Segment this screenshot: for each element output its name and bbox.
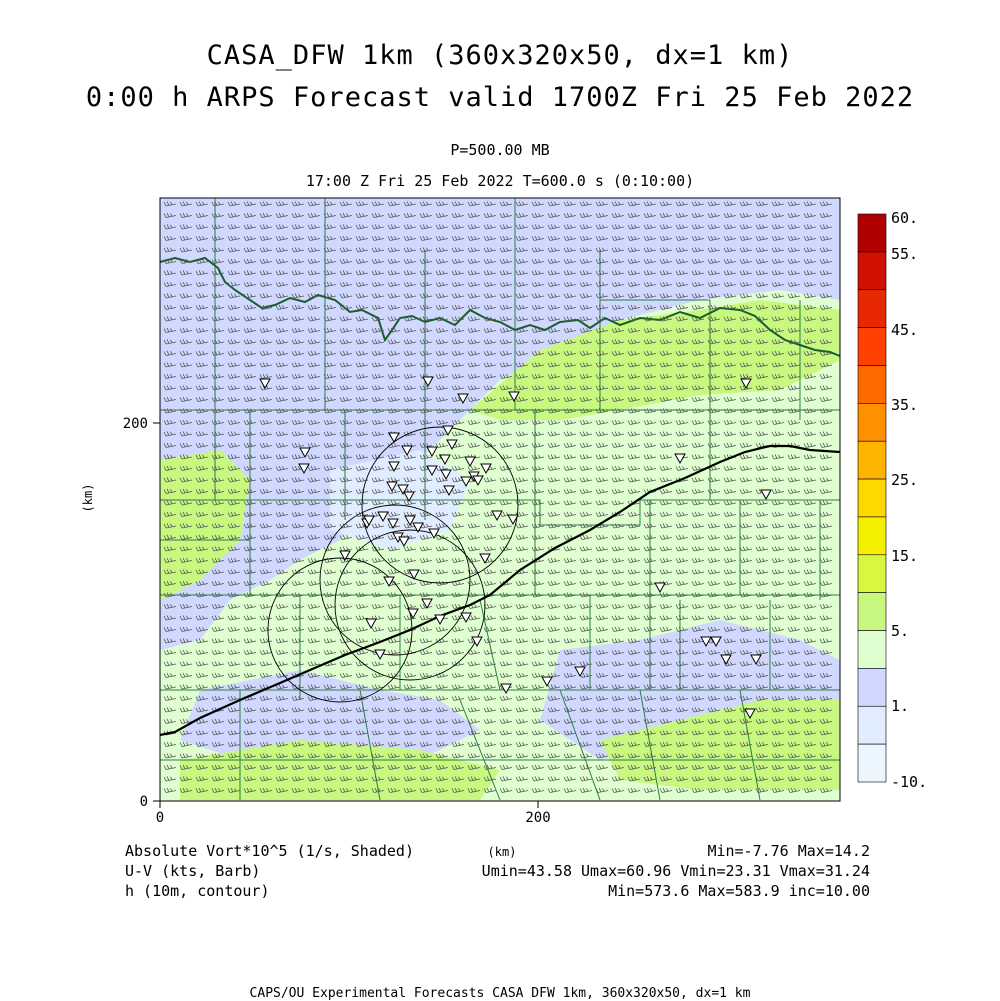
x-axis-unit: (km) xyxy=(487,845,517,859)
colorbar-swatch xyxy=(858,252,886,290)
colorbar-label: 5. xyxy=(891,622,910,640)
colorbar-swatch xyxy=(858,593,886,631)
y-axis-unit: (km) xyxy=(81,483,95,513)
pressure-level: P=500.00 MB xyxy=(450,141,550,159)
colorbar-label: 60. xyxy=(891,209,919,227)
footer-credit: CAPS/OU Experimental Forecasts CASA DFW 1km, 360x320x50, dx=1 km xyxy=(249,986,751,1001)
x-tick-0: 0 xyxy=(155,810,165,826)
legend-field-wind: U-V (kts, Barb) xyxy=(125,862,261,880)
y-tick-200: 200 xyxy=(122,416,148,432)
x-tick-200: 200 xyxy=(525,810,551,826)
legend-stats-wind: Umin=43.58 Umax=60.96 Vmin=23.31 Vmax=31.24 xyxy=(481,862,870,880)
colorbar-label: 15. xyxy=(891,547,919,565)
colorbar-swatch xyxy=(858,365,886,403)
colorbar xyxy=(858,209,927,791)
valid-time: 17:00 Z Fri 25 Feb 2022 T=600.0 s (0:10:00) xyxy=(305,172,695,190)
colorbar-label: 1. xyxy=(891,697,910,715)
colorbar-swatch xyxy=(858,403,886,441)
title-line-2: 0:00 h ARPS Forecast valid 1700Z Fri 25 Feb 2022 xyxy=(85,82,915,113)
legend-stats-vorticity: Min=-7.76 Max=14.2 xyxy=(707,842,870,860)
colorbar-swatch xyxy=(858,668,886,706)
colorbar-swatch xyxy=(858,328,886,366)
colorbar-swatch xyxy=(858,214,886,252)
colorbar-label: 55. xyxy=(891,245,919,263)
colorbar-swatch xyxy=(858,517,886,555)
colorbar-swatch xyxy=(858,744,886,782)
colorbar-swatch xyxy=(858,441,886,479)
colorbar-swatch xyxy=(858,706,886,744)
colorbar-swatch xyxy=(858,290,886,328)
colorbar-label: 35. xyxy=(891,396,919,414)
title-line-1: CASA_DFW 1km (360x320x50, dx=1 km) xyxy=(206,40,794,71)
y-tick-0: 0 xyxy=(139,794,148,810)
legend-stats-height: Min=573.6 Max=583.9 inc=10.00 xyxy=(608,882,870,900)
legend-field-vorticity: Absolute Vort*10^5 (1/s, Shaded) xyxy=(125,842,414,860)
colorbar-label: 45. xyxy=(891,321,919,339)
colorbar-label: -10. xyxy=(891,773,928,791)
colorbar-swatch xyxy=(858,555,886,593)
legend-field-height: h (10m, contour) xyxy=(125,882,270,900)
colorbar-swatch xyxy=(858,631,886,669)
colorbar-label: 25. xyxy=(891,471,919,489)
colorbar-swatch xyxy=(858,479,886,517)
